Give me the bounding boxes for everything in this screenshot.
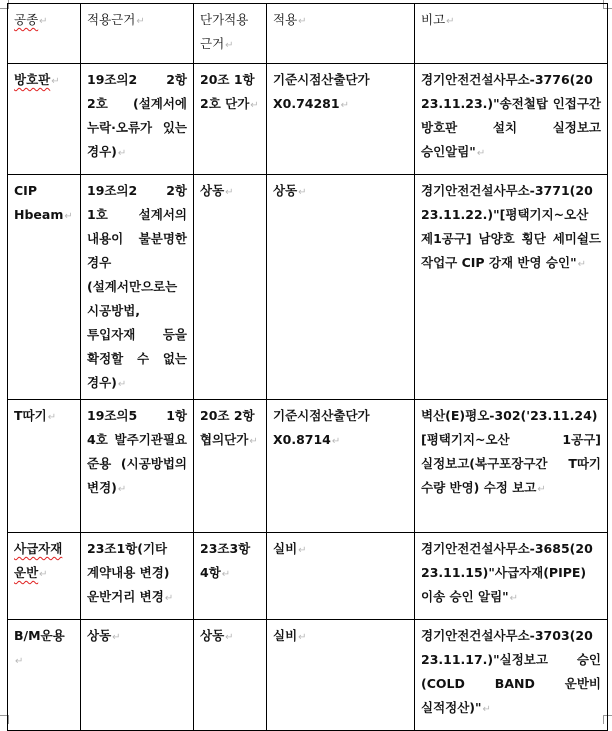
cell-price-basis: 20조 2항 협의단가↵ xyxy=(194,400,267,533)
cell-price-basis: 20조 1항 2호 단가↵ xyxy=(194,64,267,175)
cell-basis: 상동↵ xyxy=(81,620,194,731)
cell-basis: 23조1항(기타 계약내용 변경) 운반거리 변경↵ xyxy=(81,533,194,620)
header-cell-note: 비고↵ xyxy=(415,4,608,64)
cell-apply: 기준시점산출단가 X0.74281↵ xyxy=(267,64,415,175)
cell-work: B/M운용↵ xyxy=(8,620,81,731)
contract-change-table xyxy=(7,3,608,731)
cell-work: T따기↵ xyxy=(8,400,81,533)
table-row xyxy=(8,64,608,175)
header-cell-apply: 적용↵ xyxy=(267,4,415,64)
cell-price-basis: 상동↵ xyxy=(194,620,267,731)
header-cell-basis: 적용근거↵ xyxy=(81,4,194,64)
table-row xyxy=(8,400,608,533)
cell-work: 방호판↵ xyxy=(8,64,81,175)
cell-note: 경기안전건설사무소-3776(2023.11.23.)"송전철탑 인접구간 방호판 설치 실정보고 승인알림"↵ xyxy=(415,64,608,175)
header-cell-price-basis: 단가적용근거↵ xyxy=(194,4,267,64)
cell-note: 경기안전건설사무소-3771(2023.11.22.)"[평택기지~오산 제1공구] 남양호 횡단 세미쉴드 작업구 CIP 강재 반영 승인"↵ xyxy=(415,175,608,400)
cell-note: 경기안전건설사무소-3685(2023.11.15)"사급자재(PIPE) 이송 승인 알림"↵ xyxy=(415,533,608,620)
table-row xyxy=(8,620,608,731)
cell-price-basis: 상동↵ xyxy=(194,175,267,400)
table-row xyxy=(8,533,608,620)
cell-work: CIP Hbeam↵ xyxy=(8,175,81,400)
cell-apply: 실비↵ xyxy=(267,620,415,731)
cell-apply: 기준시점산출단가 X0.8714↵ xyxy=(267,400,415,533)
table-row xyxy=(8,175,608,400)
header-cell-work: 공종↵ xyxy=(8,4,81,64)
cell-note: 벽산(E)평오-302('23.11.24)[평택기지~오산 1공구] 실정보고(복구포장구간 T따기 수량 반영) 수정 보고↵ xyxy=(415,400,608,533)
cell-basis: 19조의2 2항 2호 (설계서에 누락·오류가 있는 경우)↵ xyxy=(81,64,194,175)
cell-note: 경기안전건설사무소-3703(2023.11.17.)"실정보고 승인(COLD BAND 운반비 실적정산)"↵ xyxy=(415,620,608,731)
cell-work: 사급자재 운반↵ xyxy=(8,533,81,620)
cell-apply: 상동↵ xyxy=(267,175,415,400)
cell-price-basis: 23조3항 4항↵ xyxy=(194,533,267,620)
cell-apply: 실비↵ xyxy=(267,533,415,620)
table-header-row xyxy=(8,4,608,64)
cell-basis: 19조의2 2항 1호 설계서의 내용이 불분명한 경우(설계서만으로는 시공방법, 투입자재 등을 확정할 수 없는 경우)↵ xyxy=(81,175,194,400)
cell-basis: 19조의5 1항 4호 발주기관필요 준용 (시공방법의 변경)↵ xyxy=(81,400,194,533)
